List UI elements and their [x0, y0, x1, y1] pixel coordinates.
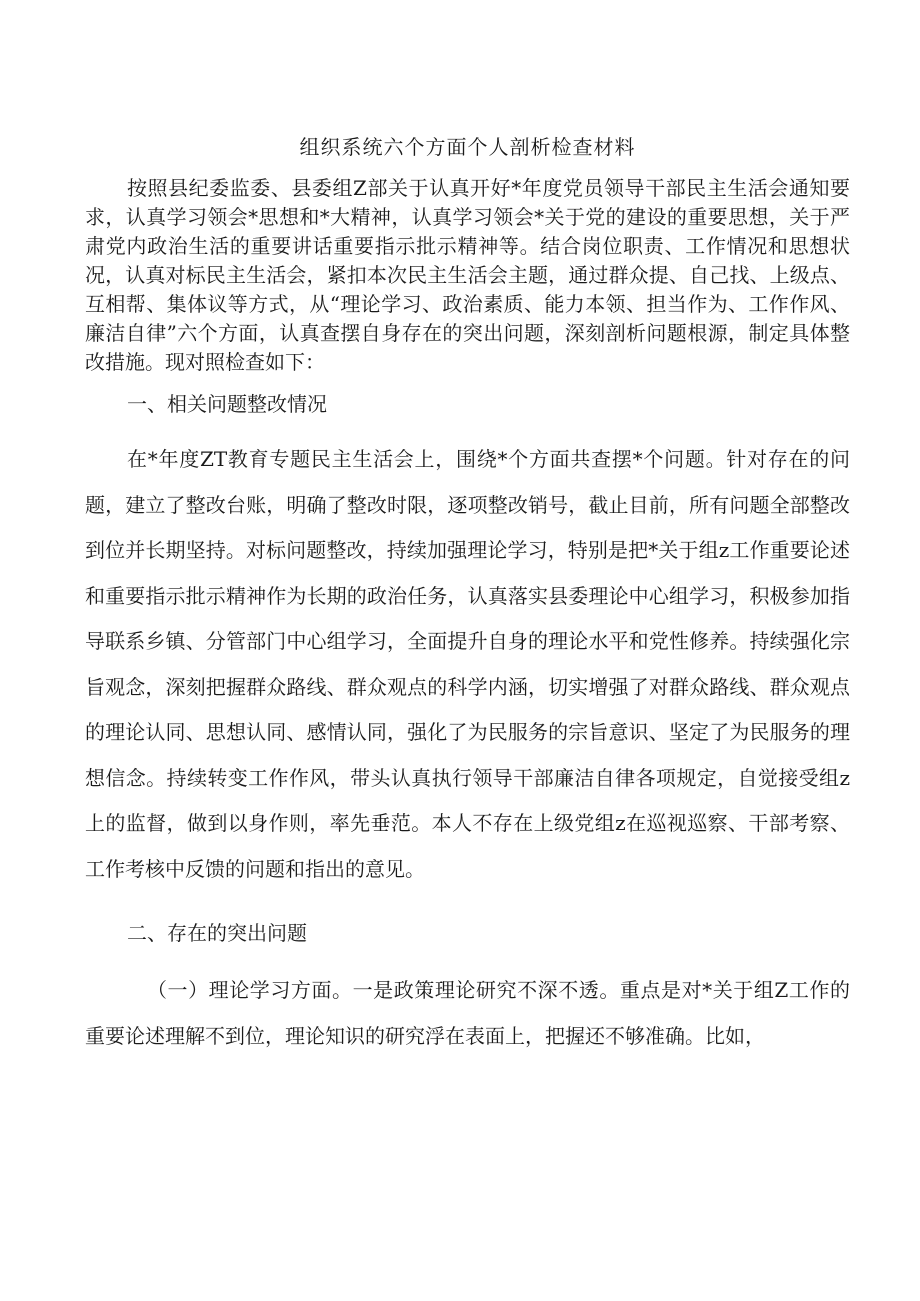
section-1-paragraph: 在*年度ZT教育专题民主生活会上，围绕*个方面共查摆*个问题。针对存在的问题，建立了整改台账，明确了整改时限，逐项整改销号，截止目前，所有问题全部整改到位并长期坚持。对标问题整改，持续加强理论学习，特别是把*关于组z工作重要论述和重要指示批示精神作为长期的政治任务，认真落实县委理论中心组学习，积极参加指导联系乡镇、分管部门中心组学习，全面提升自身的理论水平和党性修养。持续强化宗旨观念，深刻把握群众路线、群众观点的科学内涵，切实增强了对群众路线、群众观点的理论认同、思想认同、感情认同，强化了为民服务的宗旨意识、坚定了为民服务的理想信念。持续转变工作作风，带头认真执行领导干部廉洁自律各项规定，自觉接受组z上的监督，做到以身作则，率先垂范。本人不存在上级党组z在巡视巡察、干部考察、工作考核中反馈的问题和指出的意见。	[85, 447, 850, 881]
section-2-heading: 二、存在的突出问题	[127, 921, 307, 945]
section-1-heading: 一、相关问题整改情况	[127, 392, 327, 416]
section-2-paragraph: （一）理论学习方面。一是政策理论研究不深不透。重点是对*关于组Z工作的重要论述理解不到位，理论知识的研究浮在表面上，把握还不够准确。比如，	[85, 978, 850, 1048]
document-title: 组织系统六个方面个人剖析检查材料	[299, 135, 636, 159]
intro-paragraph: 按照县纪委监委、县委组Z部关于认真开好*年度党员领导干部民主生活会通知要求，认真学习领会*思想和*大精神，认真学习领会*关于党的建设的重要思想，关于严肃党内政治生活的重要讲话重要指示批示精神等。结合岗位职责、工作情况和思想状况，认真对标民主生活会，紧扣本次民主生活会主题，通过群众提、自己找、上级点、互相帮、集体议等方式，从“理论学习、政治素质、能力本领、担当作为、工作作风、廉洁自律”六个方面，认真查摆自身存在的突出问题，深刻剖析问题根源，制定具体整改措施。现对照检查如下：	[85, 176, 850, 374]
